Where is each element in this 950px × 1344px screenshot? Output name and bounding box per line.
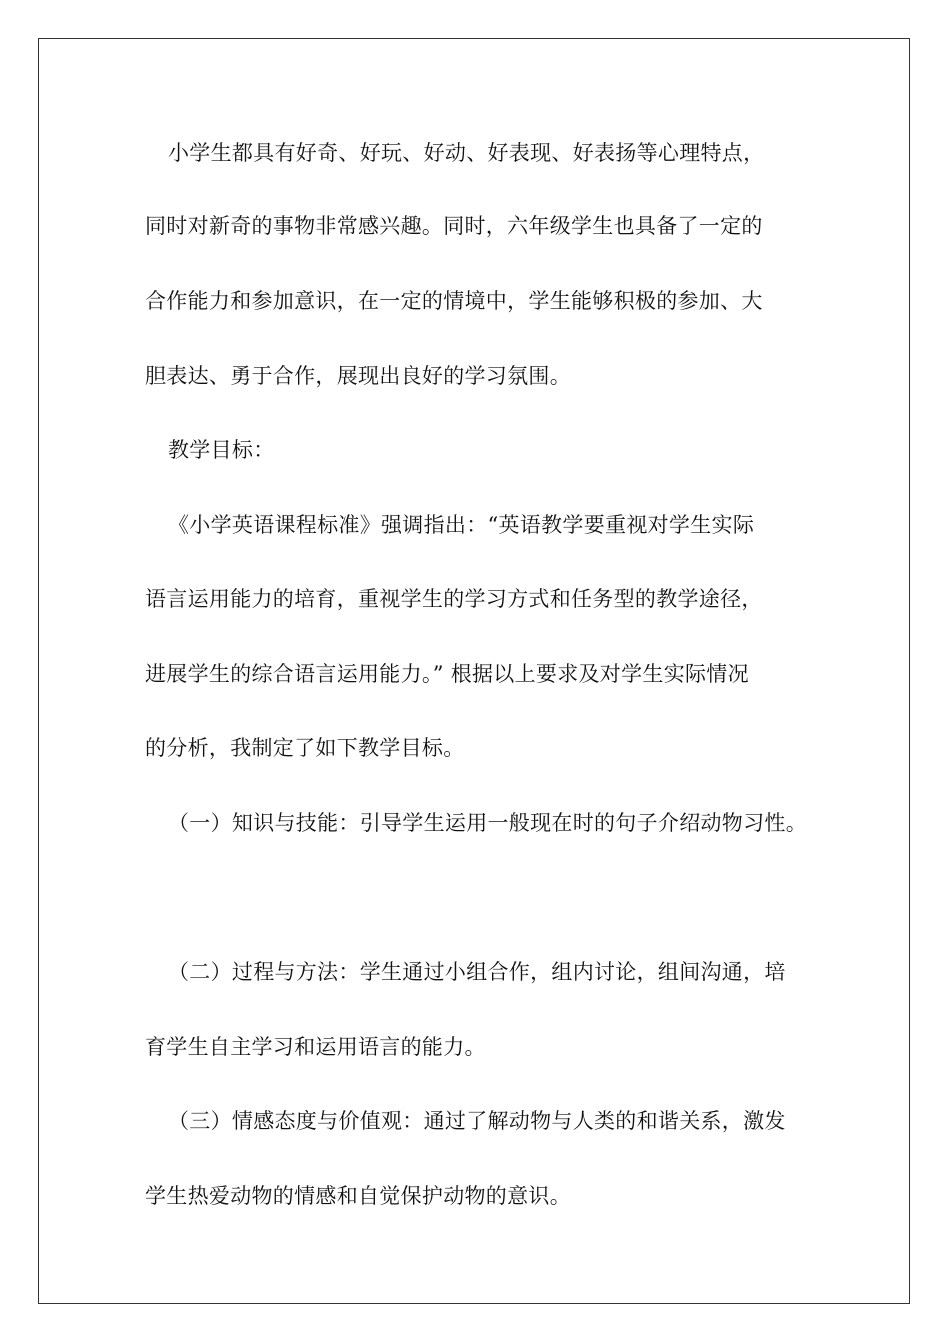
text-line: 小学生都具有好奇、好玩、好动、好表现、好表扬等心理特点，	[168, 141, 765, 165]
text-line: 合作能力和参加意识，在一定的情境中，学生能够积极的参加、大	[145, 289, 763, 313]
text-line: 胆表达、勇于合作，展现出良好的学习氛围。	[145, 364, 571, 388]
objective-item: （二）过程与方法：学生通过小组合作，组内讨论，组间沟通，培	[168, 960, 786, 984]
text-line: 《小学英语课程标准》强调指出：“英语教学要重视对学生实际	[168, 513, 755, 537]
objective-item: （一）知识与技能：引导学生运用一般现在时的句子介绍动物习性。	[168, 811, 807, 835]
text-line: 同时对新奇的事物非常感兴趣。同时，六年级学生也具备了一定的	[145, 214, 763, 238]
section-heading: 教学目标：	[168, 438, 275, 462]
text-line: 的分析，我制定了如下教学目标。	[145, 736, 465, 760]
text-line: 语言运用能力的培育，重视学生的学习方式和任务型的教学途径，	[145, 587, 763, 611]
text-line: 进展学生的综合语言运用能力。” 根据以上要求及对学生实际情况	[145, 662, 749, 686]
text-line: 育学生自主学习和运用语言的能力。	[145, 1035, 486, 1059]
objective-item: （三）情感态度与价值观：通过了解动物与人类的和谐关系，激发	[168, 1109, 786, 1133]
text-line: 学生热爱动物的情感和自觉保护动物的意识。	[145, 1184, 571, 1208]
